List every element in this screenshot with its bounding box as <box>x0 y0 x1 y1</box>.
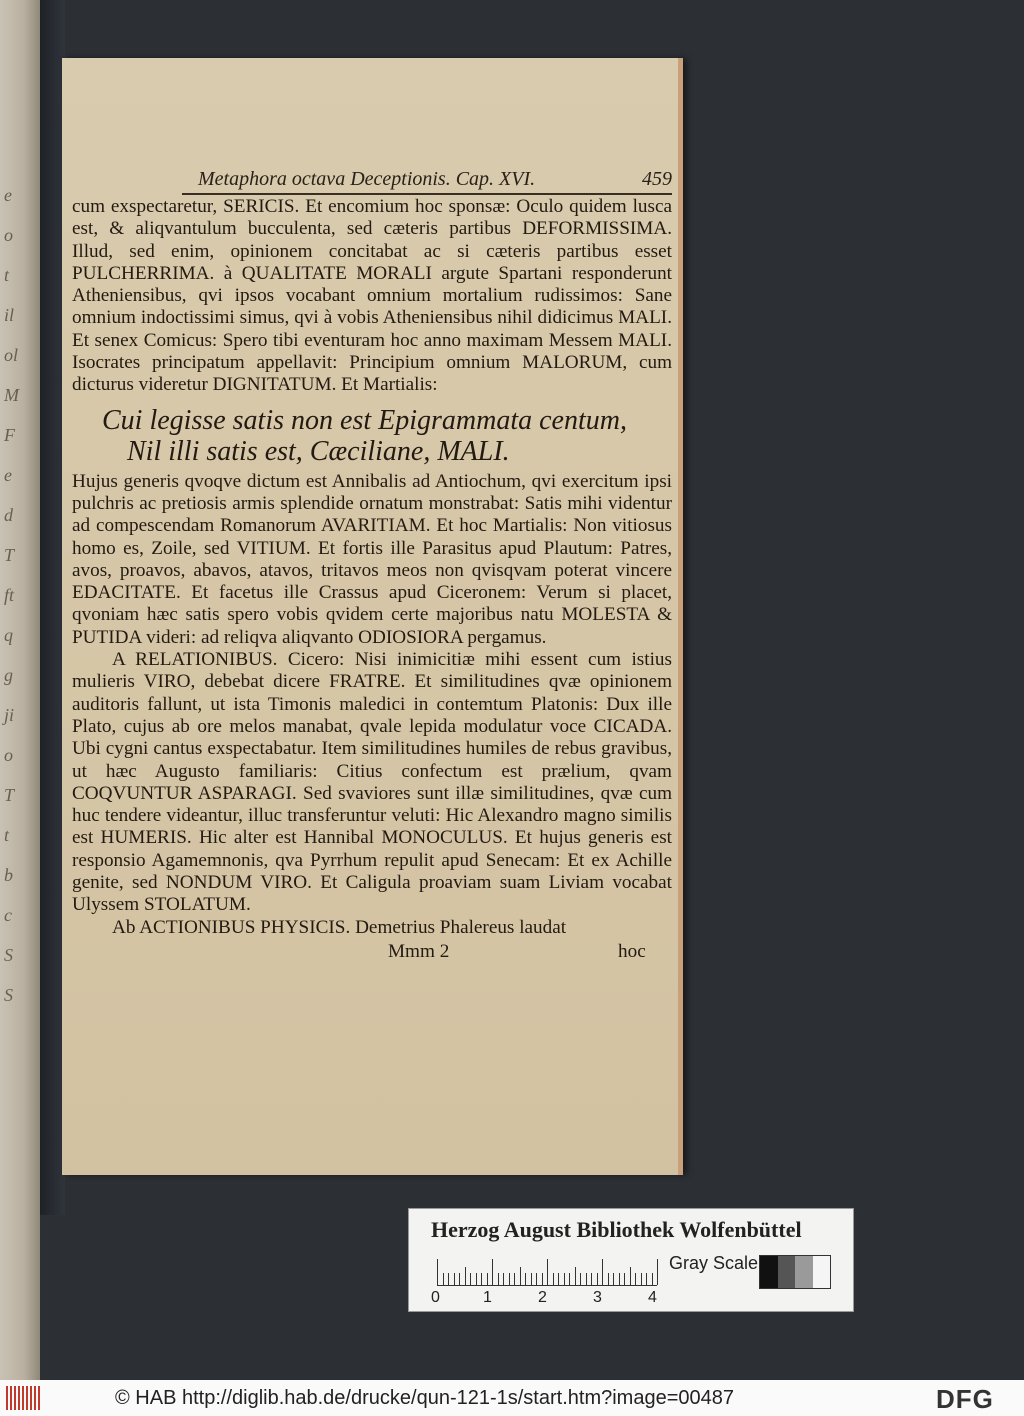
ruler-tick <box>520 1267 521 1285</box>
ruler-tick <box>498 1273 499 1285</box>
ruler-tick <box>454 1273 455 1285</box>
library-name: Herzog August Bibliothek Wolfenbüttel <box>431 1217 802 1242</box>
ruler-number: 4 <box>648 1289 657 1306</box>
ruler-tick <box>597 1273 598 1285</box>
paragraph: Hujus generis qvoqve dictum est Annibalis ad Antiochum, qvi exercitum ipsi pulchris ac pretiosis armis splendide ornatum monstrabat: Satis mihi videntur ad compescendam Romanorum AVARITIAM. Et hoc Martialis: Non vitiosus homo es, Zoile, sed VITIUM. Et fortis ille Parasitus apud Plautum: Patres, avos, proavos, abavos, atavos, tritavos meos non qvisqvam poterat vincere EDACITATE. Et facetus ille Crassus apud Ciceronem: Verum si placet, qvoniam hæc satis spero vobis qvidem certe majoribus natu MOLESTA & PUTIDA videri: ad reliqva aliqvanto ODIOSIORA pergamus. <box>72 470 672 648</box>
ruler-tick <box>580 1273 581 1285</box>
adjacent-page-glyph: e <box>4 465 12 485</box>
adjacent-page-glyph: e <box>4 185 12 205</box>
ruler-tick <box>542 1273 543 1285</box>
ruler-tick <box>553 1273 554 1285</box>
ruler-tick <box>652 1273 653 1285</box>
adjacent-page-glyph: ji <box>4 705 15 725</box>
verse-quote <box>72 405 672 467</box>
adjacent-page-glyph: M <box>4 385 19 405</box>
ruler-tick <box>630 1267 631 1285</box>
ruler-tick <box>470 1273 471 1285</box>
adjacent-page-glyph: S <box>4 985 13 1005</box>
paragraph: cum exspectaretur, SERICIS. Et encomium hoc sponsæ: Oculo quidem lusca est, & aliqvantulum bucculenta, sed cæteris partibus DEFORMISSIMA. Illud, sed enim, opinionem concitabat ac si cæteris partibus esset PULCHERRIMA. à QUALITATE MORALI argute Spartani responderunt Atheniensibus, qvi ipsos vocabant omnium mortalium rudissimos: Sane omnium indoctissimi simus, qvi à vobis Atheniensibus nihil didicimus MALI. Et senex Comicus: Spero tibi eventuram hoc anno maximam Messem MALI. Isocrates principatum appellavit: Principium omnium MALORUM, cum dicturus videretur DIGNITATUM. Et Martialis: <box>72 196 672 396</box>
adjacent-page-glyph: ft <box>4 585 15 605</box>
ruler-tick <box>492 1259 493 1285</box>
verse-line: Cui legisse satis non est Epigrammata centum, <box>102 404 627 436</box>
page-number: 459 <box>642 168 672 190</box>
adjacent-page-glyph: b <box>4 865 13 885</box>
adjacent-page-edge <box>0 0 40 1380</box>
ruler-tick <box>564 1273 565 1285</box>
scale-ruler <box>437 1257 657 1286</box>
running-header <box>192 168 672 196</box>
ruler-tick <box>487 1273 488 1285</box>
adjacent-page-glyph: d <box>4 505 13 525</box>
paragraph: A RELATIONIBUS. Cicero: Nisi inimicitiæ mihi essent cum istius mulieris VIRO, debebat dicere FRATRE. Et similitudines qvæ opinionem auditoris fallunt, ut ista Timonis maledici in contemtum Platonis: Dux ille Plato, cujus ab ore melos manabat, qvale lepida modulatur voce CICADA. Ubi cygni cantus exspectabatur. Item similitudines humiles de rebus gravibus, ut hæc Augusto familiaris: Citius confectum est prælium, qvam COQVUNTUR ASPARAGI. Sed svaviores sunt illæ similitudines, qvæ cum huc tendere videantur, illuc transferuntur veluti: Hic Alexandro magno similis est HUMERIS. Hic alter est Hannibal MONOCULUS. Et hujus generis est responsio Agamemnonis, qva Pyrrhum repulit apud Senecam: Et ex Achille genite, sed NONDUM VIRO. Et Caligula proaviam suam Liviam vocabat Ulyssem STOLATUM. <box>72 649 672 916</box>
ruler-number: 0 <box>431 1289 440 1306</box>
adjacent-page-glyph: q <box>4 625 13 645</box>
swatch <box>778 1256 796 1288</box>
adjacent-page-glyph: t <box>4 265 10 285</box>
ruler-tick <box>437 1259 438 1285</box>
adjacent-page-glyph: c <box>4 905 12 925</box>
gray-scale-label: Gray Scale <box>669 1253 759 1273</box>
adjacent-page-glyph: T <box>4 545 15 565</box>
adjacent-page-glyph: il <box>4 305 15 325</box>
body-text <box>72 196 672 965</box>
ruler-tick <box>575 1267 576 1285</box>
ruler-tick <box>459 1273 460 1285</box>
page-footer <box>72 941 672 965</box>
footer-bar <box>0 1380 1024 1416</box>
ruler-tick <box>509 1273 510 1285</box>
book-page <box>62 58 683 1175</box>
paragraph: Ab ACTIONIBUS PHYSICIS. Demetrius Phalereus laudat <box>112 916 567 938</box>
header-rule <box>182 193 672 195</box>
verse-line: Nil illi satis est, Cæciliane, MALI. <box>127 435 510 467</box>
swatch <box>760 1256 778 1288</box>
library-label <box>408 1208 854 1312</box>
ruler-tick <box>531 1273 532 1285</box>
ruler-tick <box>525 1273 526 1285</box>
ruler-number: 2 <box>538 1289 547 1306</box>
ruler-tick <box>619 1273 620 1285</box>
ruler-tick <box>443 1273 444 1285</box>
dfg-logo[interactable]: DFG <box>936 1384 994 1414</box>
ruler-tick <box>641 1273 642 1285</box>
swatch <box>795 1256 813 1288</box>
adjacent-page-glyph: g <box>4 665 13 685</box>
ruler-tick <box>503 1273 504 1285</box>
ruler-tick <box>514 1273 515 1285</box>
ruler-tick <box>591 1273 592 1285</box>
header-title: Metaphora octava Deceptionis. Cap. XVI. <box>198 168 536 190</box>
ruler-tick <box>608 1273 609 1285</box>
swatch <box>813 1256 831 1288</box>
ruler-tick <box>558 1273 559 1285</box>
adjacent-page-glyph: T <box>4 785 15 805</box>
ruler-tick <box>613 1273 614 1285</box>
copyright-link[interactable]: © HAB http://diglib.hab.de/drucke/qun-121-1s/start.htm?image=00487 <box>115 1387 734 1409</box>
ruler-tick <box>547 1259 548 1285</box>
ruler-tick <box>624 1273 625 1285</box>
ruler-tick <box>569 1273 570 1285</box>
ruler-numbers <box>431 1289 671 1309</box>
ruler-tick <box>476 1273 477 1285</box>
ruler-tick <box>481 1273 482 1285</box>
adjacent-page-glyph: ol <box>4 345 19 365</box>
ruler-tick <box>657 1259 658 1285</box>
ruler-tick <box>635 1273 636 1285</box>
ruler-tick <box>465 1267 466 1285</box>
adjacent-page-glyph: t <box>4 825 10 845</box>
adjacent-page-glyph: S <box>4 945 13 965</box>
hab-logo-icon[interactable] <box>6 1386 42 1410</box>
ruler-number: 1 <box>483 1289 492 1306</box>
catchword: hoc <box>618 940 646 962</box>
adjacent-page-glyph: o <box>4 745 13 765</box>
adjacent-page-glyph: F <box>4 425 15 445</box>
ruler-tick <box>448 1273 449 1285</box>
signature-mark: Mmm 2 <box>388 940 450 962</box>
ruler-tick <box>602 1259 603 1285</box>
ruler-tick <box>646 1273 647 1285</box>
gray-scale-swatches <box>759 1255 831 1289</box>
ruler-tick <box>586 1273 587 1285</box>
ruler-tick <box>536 1273 537 1285</box>
adjacent-page-glyph: o <box>4 225 13 245</box>
ruler-number: 3 <box>593 1289 602 1306</box>
